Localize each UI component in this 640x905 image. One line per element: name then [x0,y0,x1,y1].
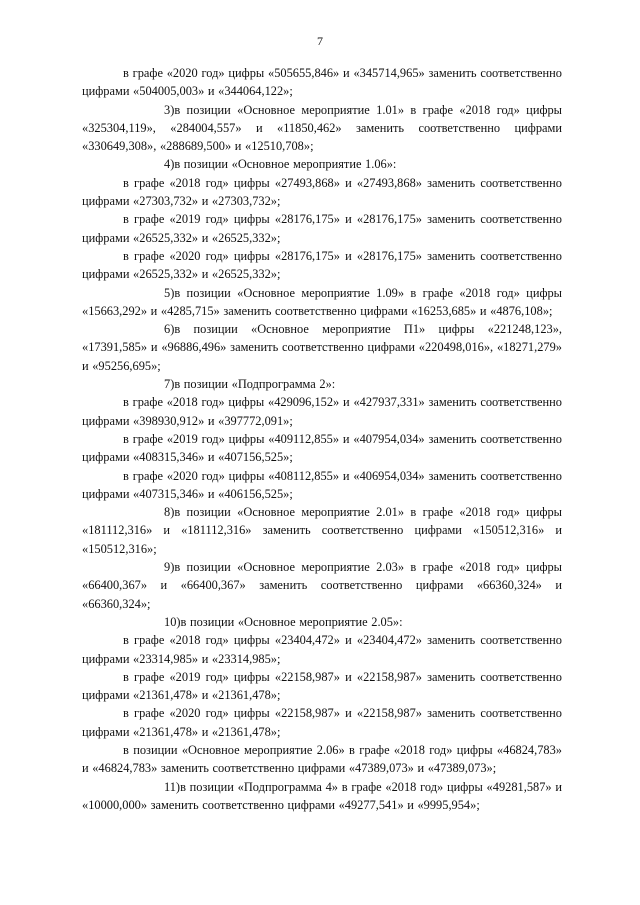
item-number: 3) [164,102,175,117]
paragraph-text: в графе «2018 год» цифры «27493,868» и «27493,868» заменить соответственно цифрами «27303,732» и «27303,732»; [82,175,562,209]
paragraph-text: в графе «2020 год» цифры «22158,987» и «22158,987» заменить соответственно цифрами «21361,478» и «21361,478»; [82,706,562,739]
paragraph [82,558,562,613]
paragraph [82,210,562,247]
paragraph [82,155,562,173]
item-number: 7) [164,377,175,392]
paragraph-text: в графе «2020 год» цифры «28176,175» и «28176,175» заменить соответственно цифрами «26525,332» и «26525,332»; [82,248,562,282]
item-number: 11) [164,779,181,794]
paragraph-text: в позиции «Основное мероприятие 2.06» в графе «2018 год» цифры «46824,783» и «46824,783» заменить соответственно цифрами «47389,073» и «47389,073»; [82,742,562,776]
paragraph [82,467,562,504]
paragraph-text: в позиции «Основное мероприятие П1» цифры «221248,123», «17391,585» и «96886,496» заменить соответственно цифрами «220498,016», «18271,279» и «95256,695»; [82,322,562,373]
item-number: 9) [164,560,175,575]
paragraph-text: в позиции «Подпрограмма 4» в графе «2018 год» цифры «49281,587» и «10000,000» заменить соответственно цифрами «49277,541» и «9995,954»; [82,779,562,812]
paragraph-text: в графе «2018 год» цифры «23404,472» и «23404,472» заменить соответственно цифрами «23314,985» и «23314,985»; [82,633,562,666]
paragraph-text: в графе «2019 год» цифры «409112,855» и «407954,034» заменить соответственно цифрами «408315,346» и «407156,525»; [82,431,562,465]
paragraph [82,101,562,156]
paragraph [82,668,562,705]
paragraph [82,430,562,467]
paragraph [82,741,562,778]
paragraph-text: в графе «2019 год» цифры «28176,175» и «28176,175» заменить соответственно цифрами «26525,332» и «26525,332»; [82,212,562,245]
paragraph-text: в позиции «Основное мероприятие 1.06»: [174,157,397,172]
paragraph-text: в позиции «Основное мероприятие 1.01» в графе «2018 год» цифры «325304,119», «284004,557» и «11850,462» заменить соответственно цифрами «330649,308», «288689,500» и «12510,708»; [82,102,562,154]
paragraph-text: в графе «2020 год» цифры «505655,846» и «345714,965» заменить соответственно цифрами «504005,003» и «344064,122»; [82,66,562,99]
page-number: 7 [317,34,323,48]
item-number: 6) [164,322,175,337]
item-number: 4) [164,157,175,172]
paragraph-text: в графе «2018 год» цифры «429096,152» и «427937,331» заменить соответственно цифрами «398930,912» и «397772,091»; [82,395,562,428]
paragraph-text: в графе «2019 год» цифры «22158,987» и «22158,987» заменить соответственно цифрами «21361,478» и «21361,478»; [82,669,562,703]
paragraph [82,393,562,430]
item-number: 8) [164,505,175,520]
paragraph-text: в позиции «Подпрограмма 2»: [174,377,336,392]
paragraph [82,320,562,375]
paragraph [82,375,562,393]
paragraph-text: в позиции «Основное мероприятие 1.09» в графе «2018 год» цифры «15663,292» и «4285,715» заменить соответственно цифрами «16253,685» и «4876,108»; [82,285,562,318]
paragraph [82,247,562,284]
item-number: 5) [164,285,175,300]
item-number: 10) [164,614,181,629]
paragraph [82,613,562,631]
paragraph [82,284,562,321]
paragraph [82,704,562,741]
document-body [82,64,562,814]
paragraph [82,631,562,668]
paragraph-text: в позиции «Основное мероприятие 2.01» в графе «2018 год» цифры «181112,316» и «181112,316» заменить соответственно цифрами «150512,316» и «150512,316»; [82,505,562,556]
paragraph [82,778,562,815]
paragraph [82,503,562,558]
paragraph-text: в позиции «Основное мероприятие 2.05»: [180,614,403,629]
paragraph [82,174,562,211]
paragraph [82,64,562,101]
paragraph-text: в графе «2020 год» цифры «408112,855» и «406954,034» заменить соответственно цифрами «407315,346» и «406156,525»; [82,468,562,501]
paragraph-text: в позиции «Основное мероприятие 2.03» в графе «2018 год» цифры «66400,367» и «66400,367» заменить соответственно цифрами «66360,324» и «66360,324»; [82,560,562,611]
